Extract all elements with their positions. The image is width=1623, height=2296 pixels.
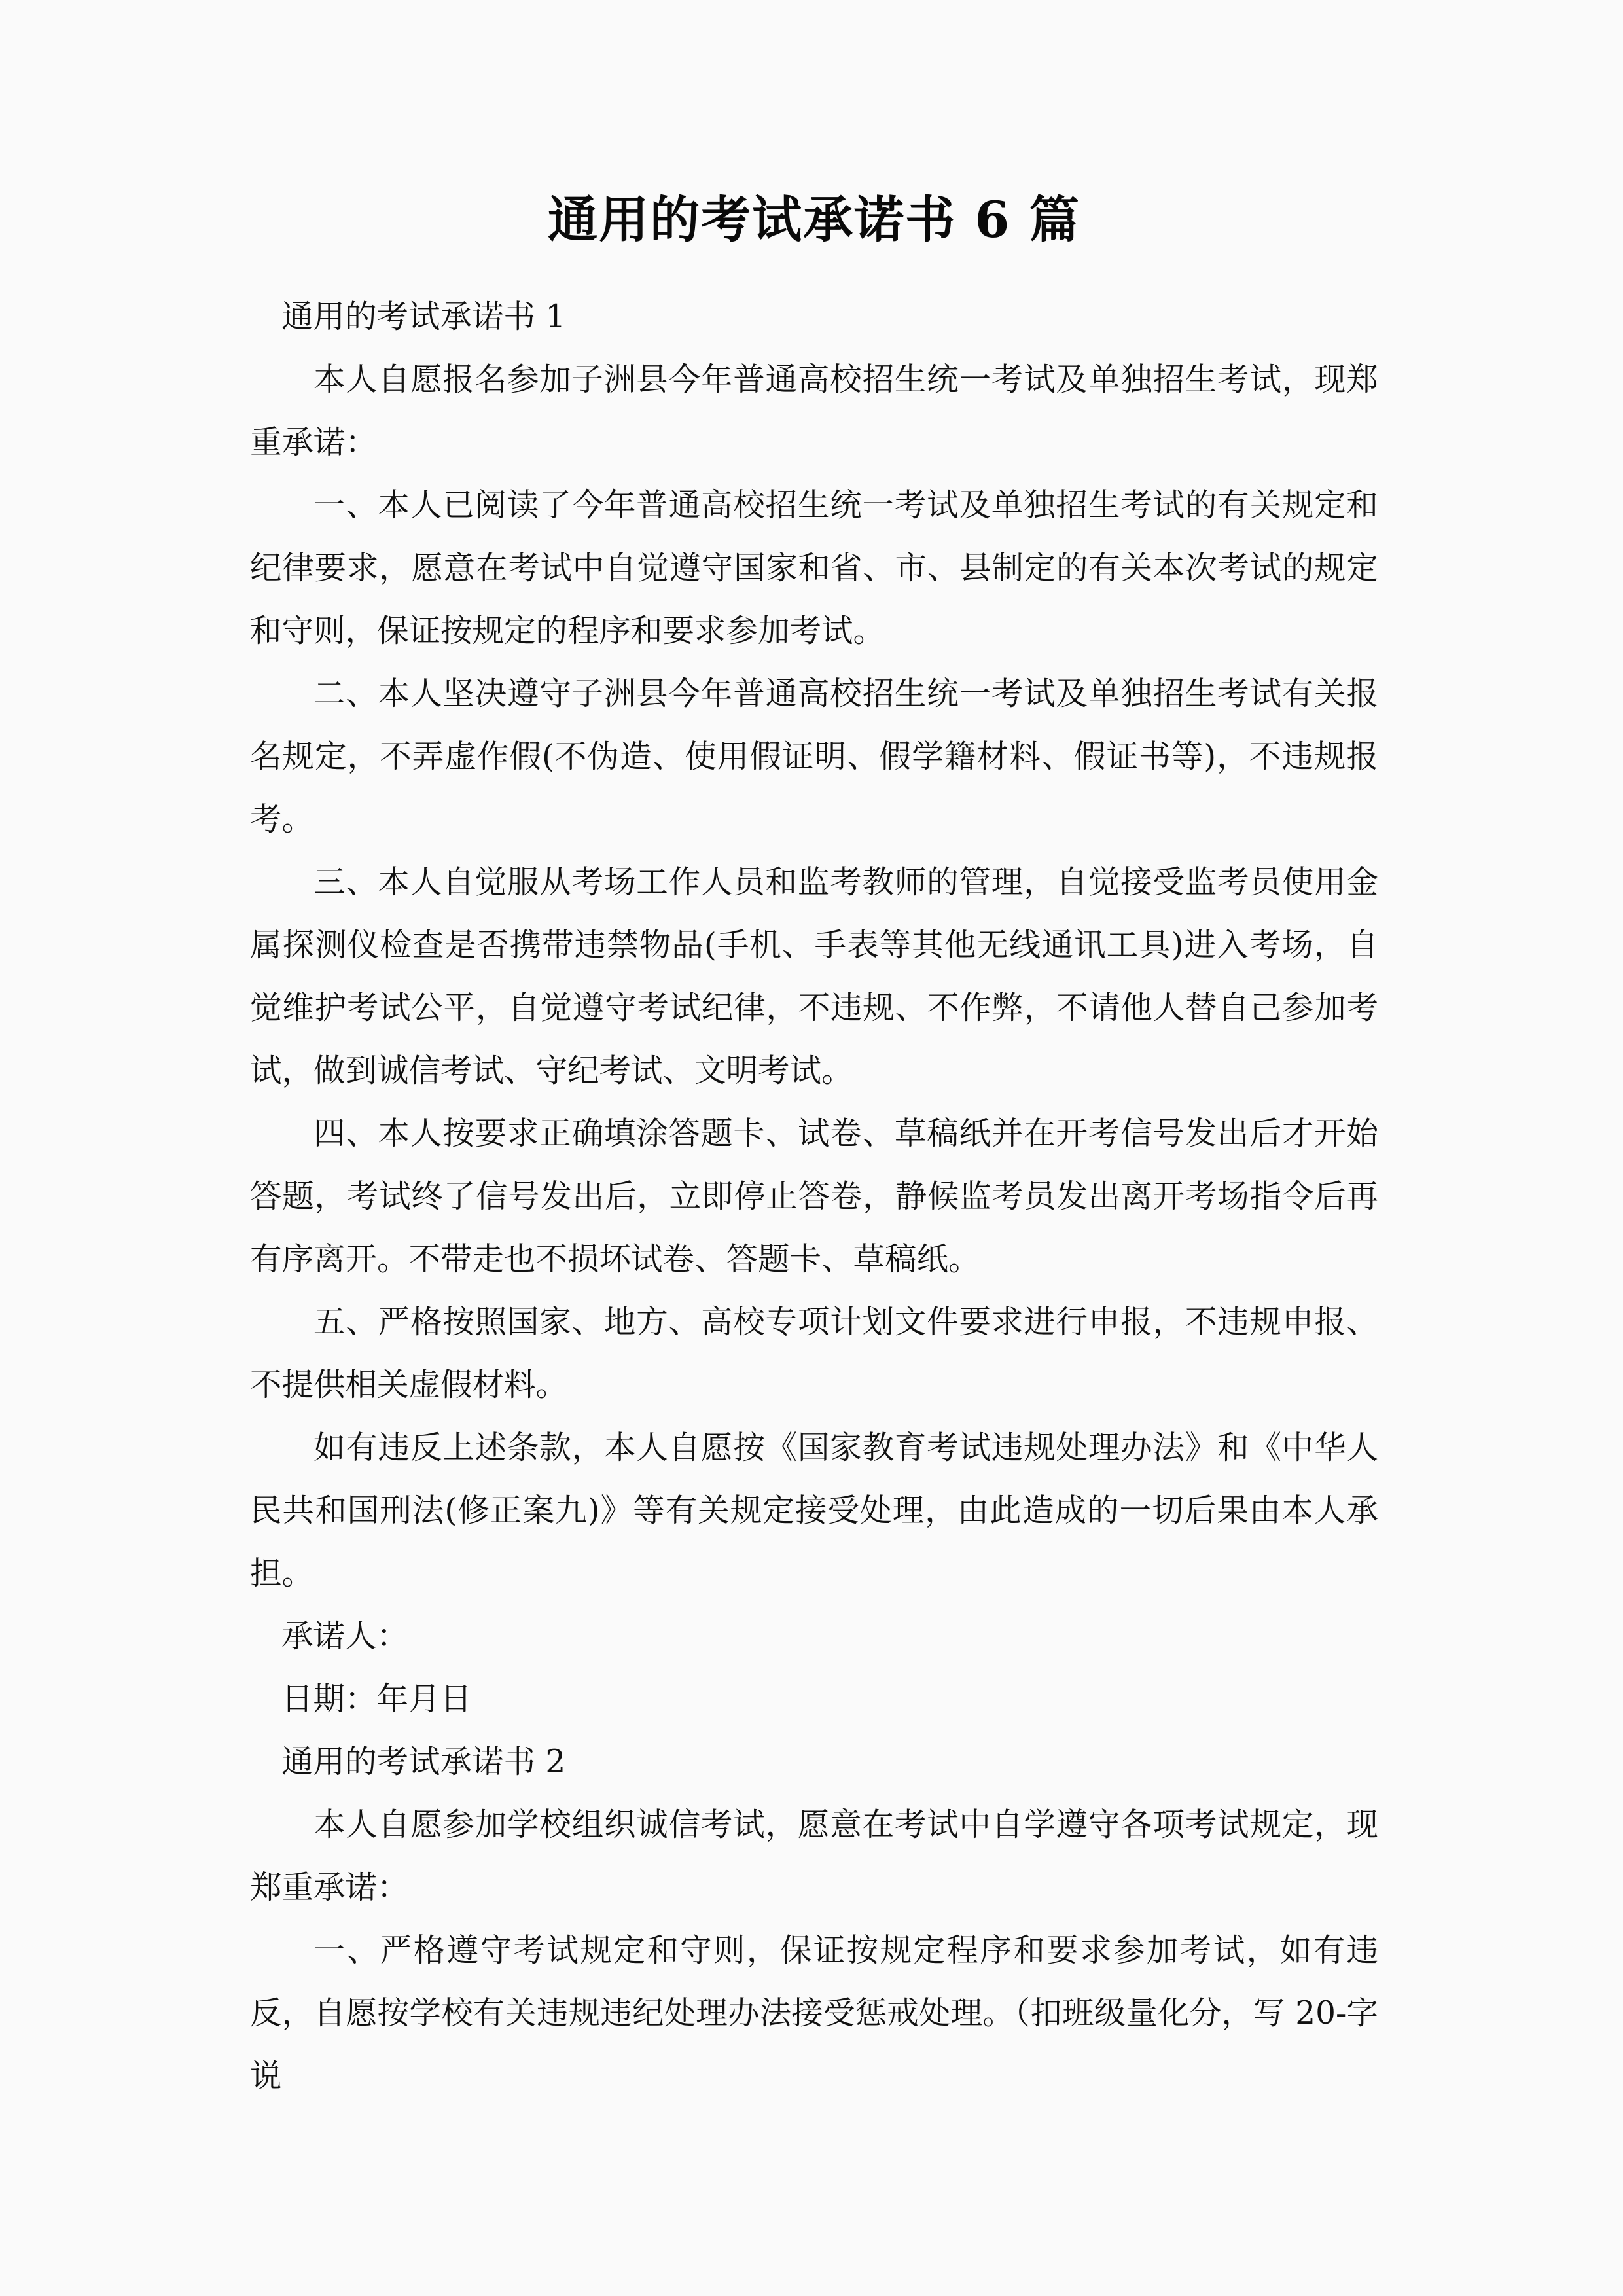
title-spacer bbox=[250, 245, 1378, 285]
paragraph-intro-2: 本人自愿参加学校组织诚信考试，愿意在考试中自学遵守各项考试规定，现郑重承诺： bbox=[250, 1806, 1378, 1906]
paragraph-clause-3: 三、本人自觉服从考场工作人员和监考教师的管理，自觉接受监考员使用金属探测仪检查是否携带违禁物品(手机、手表等其他无线通讯工具)进入考场，自觉维护考试公平，自觉遵守考试纪律，不违规、不作弊，不请他人替自己参加考试，做到诚信考试、守纪考试、文明考试。 bbox=[250, 864, 1378, 1089]
page-title: 通用的考试承诺书 6 篇 bbox=[548, 190, 1080, 249]
section-label-2: 通用的考试承诺书 2 bbox=[281, 1744, 566, 1780]
paragraph-clause-5: 五、严格按照国家、地方、高校专项计划文件要求进行申报，不违规申报、不提供相关虚假材料。 bbox=[250, 1304, 1378, 1403]
paragraph-clause-4: 四、本人按要求正确填涂答题卡、试卷、草稿纸并在开考信号发出后才开始答题，考试终了信号发出后，立即停止答卷，静候监考员发出离开考场指令后再有序离开。不带走也不损坏试卷、答题卡、草稿纸。 bbox=[250, 1115, 1378, 1278]
paragraph-clause-2: 二、本人坚决遵守子洲县今年普通高校招生统一考试及单独招生考试有关报名规定，不弄虚作假(不伪造、使用假证明、假学籍材料、假证书等)，不违规报考。 bbox=[250, 675, 1378, 838]
paragraph-clause-1: 一、本人已阅读了今年普通高校招生统一考试及单独招生考试的有关规定和纪律要求，愿意在考试中自觉遵守国家和省、市、县制定的有关本次考试的规定和守则，保证按规定的程序和要求参加考试。 bbox=[250, 487, 1378, 649]
paragraph-intro-1: 本人自愿报名参加子洲县今年普通高校招生统一考试及单独招生考试，现郑重承诺： bbox=[250, 361, 1378, 461]
document-body bbox=[250, 0, 1378, 2108]
paragraph-violation-statement: 如有违反上述条款，本人自愿按《国家教育考试违规处理办法》和《中华人民共和国刑法(修正案九)》等有关规定接受处理，由此造成的一切后果由本人承担。 bbox=[250, 1429, 1378, 1592]
signature-line-promisor: 承诺人： bbox=[281, 1618, 409, 1655]
signature-line-date: 日期：年月日 bbox=[281, 1681, 473, 1717]
section-label-1: 通用的考试承诺书 1 bbox=[281, 298, 566, 335]
paragraph-section2-clause-1: 一、严格遵守考试规定和守则，保证按规定程序和要求参加考试，如有违反，自愿按学校有关违规违纪处理办法接受惩戒处理。（扣班级量化分，写 20-字说 bbox=[250, 1932, 1378, 2094]
